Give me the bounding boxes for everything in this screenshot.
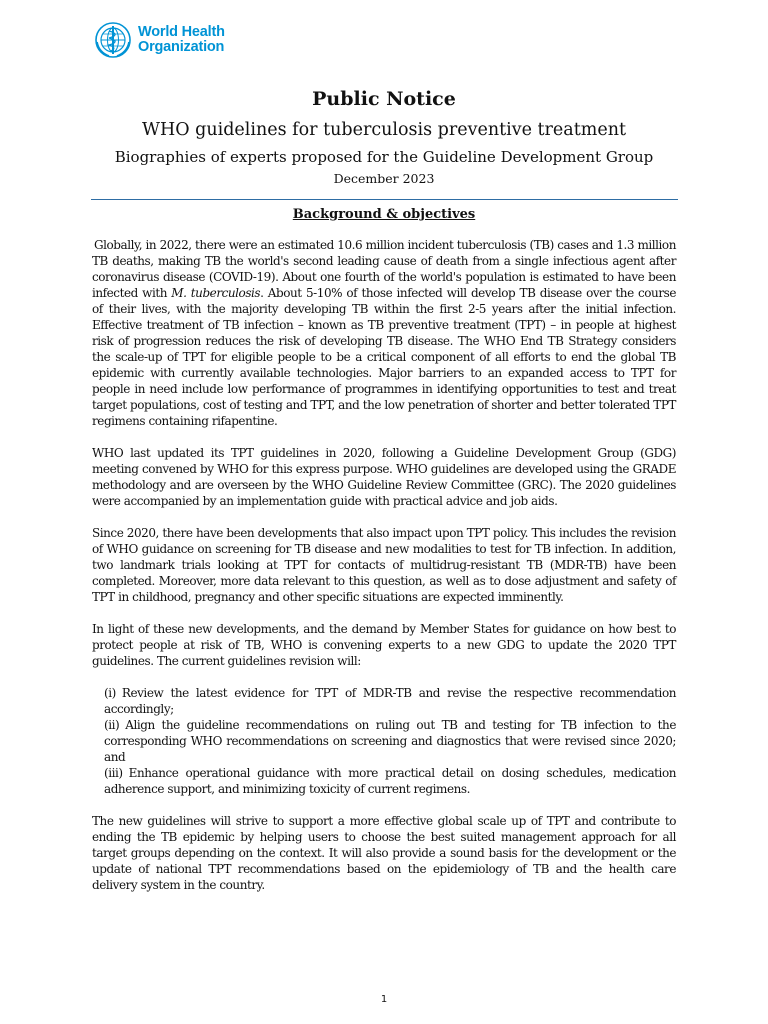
paragraph-1 xyxy=(92,237,676,429)
pathogen-name: M. tuberculosis xyxy=(171,286,261,300)
header-divider xyxy=(91,199,678,200)
list-item xyxy=(104,717,676,765)
who-logo-text xyxy=(138,25,225,55)
logo-line-2: Organization xyxy=(138,39,225,55)
paragraph-5: The new guidelines will strive to support a more effective global scale up of TPT and contribute to ending the TB epidemic by helping users to choose the best suited management approach for all target groups depending on the context. It will also provide a sound basis for the development or the update of national TPT recommendations based on the epidemiology of TB and the health care delivery system in the country. xyxy=(92,814,676,892)
paragraph-4: In light of these new developments, and the demand by Member States for guidance on how best to protect people at risk of TB, WHO is convening experts to a new GDG to update the 2020 TPT guidelines. The current guidelines revision will: xyxy=(92,622,676,668)
paragraph-1-part-b: . About 5-10% of those infected will develop TB disease over the course of their lives, with the majority developing TB within the first 2-5 years after the initial infection. Effective treatment of TB infection – known as TB preventive treatment (TPT) – in people at highest risk of progression reduces the risk of developing TB disease. The WHO End TB Strategy considers the scale-up of TPT for eligible people to be a critical component of all efforts to end the global TB epidemic with currently available technologies. Major barriers to an expanded access to TPT for people in need include low performance of programmes in identifying opportunities to test and treat target populations, cost of testing and TPT, and the low penetration of shorter and better tolerated TPT regimens containing rifapentine. xyxy=(92,286,676,428)
paragraph-2: WHO last updated its TPT guidelines in 2020, following a Guideline Development Group (GDG) meeting convened by WHO for this express purpose. WHO guidelines are developed using the GRADE methodology and are overseen by the WHO Guideline Review Committee (GRC). The 2020 guidelines were accompanied by an implementation guide with practical advice and job aids. xyxy=(92,446,676,508)
section-heading: Background & objectives xyxy=(292,207,476,222)
list-item-number: (i) xyxy=(104,686,116,700)
page-subtitle: WHO guidelines for tuberculosis preventive treatment xyxy=(142,120,626,140)
list-item xyxy=(104,685,676,717)
page-subtitle-2: Biographies of experts proposed for the Guideline Development Group xyxy=(114,148,654,166)
revision-objectives-list xyxy=(104,685,676,797)
who-logo xyxy=(94,20,225,60)
publication-date: December 2023 xyxy=(333,171,435,186)
page-title: Public Notice xyxy=(312,88,456,110)
list-item-text: Align the guideline recommendations on ruling out TB and testing for TB infection to the corresponding WHO recommendations on screening and diagnostics that were revised since 2020; and xyxy=(104,718,676,764)
document-body xyxy=(92,237,676,909)
paragraph-3: Since 2020, there have been developments that also impact upon TPT policy. This includes the revision of WHO guidance on screening for TB disease and new modalities to test for TB infection. In addition, two landmark trials looking at TPT for contacts of multidrug-resistant TB (MDR-TB) have been completed. Moreover, more data relevant to this question, as well as to dose adjustment and safety of TPT in childhood, pregnancy and other specific situations are expected imminently. xyxy=(92,526,676,604)
logo-line-1: World Health xyxy=(138,24,225,40)
list-item xyxy=(104,765,676,797)
list-item-text: Enhance operational guidance with more practical detail on dosing schedules, medication adherence support, and minimizing toxicity of current regimens. xyxy=(104,766,676,796)
list-item-text: Review the latest evidence for TPT of MDR-TB and revise the respective recommendation accordingly; xyxy=(104,686,676,716)
list-item-number: (ii) xyxy=(104,718,120,732)
paragraph-1-part-a: Globally, in 2022, there were an estimated 10.6 million incident tuberculosis (TB) cases and 1.3 million TB deaths, making TB the world's second leading cause of death from a single infectious agent after coronavirus disease (COVID-19). About one fourth of the world's population is estimated to have been infected with xyxy=(92,238,676,300)
who-emblem-icon xyxy=(94,21,132,59)
page-number: 1 xyxy=(380,994,388,1005)
list-item-number: (iii) xyxy=(104,766,123,780)
